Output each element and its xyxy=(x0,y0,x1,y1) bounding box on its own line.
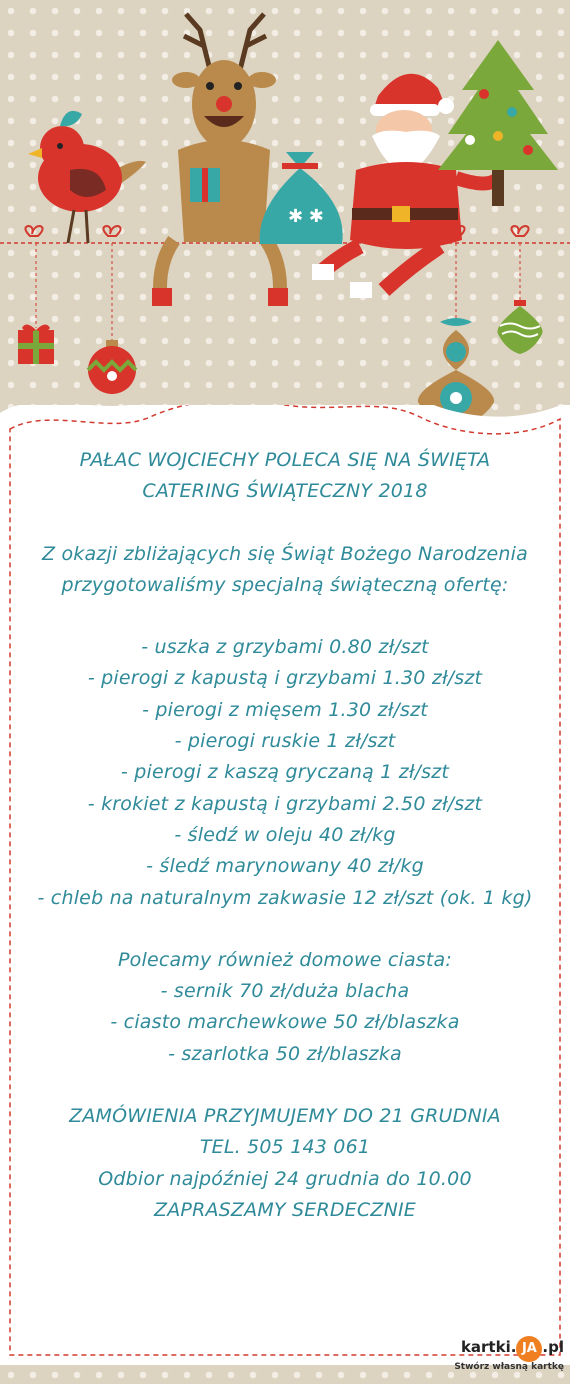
message-text xyxy=(0,445,570,1226)
offer-item: - pierogi z kapustą i grzybami 1.30 zł/szt xyxy=(87,667,483,690)
offer-item: - chleb na naturalnym zakwasie 12 zł/szt (ok. 1 kg) xyxy=(37,886,533,909)
closing-line: Odbior najpóźniej 24 grudnia do 10.00 xyxy=(98,1167,472,1190)
site-logo[interactable] xyxy=(454,1336,564,1372)
offer-item: - uszka z grzybami 0.80 zł/szt xyxy=(141,636,429,659)
offer-item: - pierogi z mięsem 1.30 zł/szt xyxy=(142,698,428,721)
gift-ornament-icon xyxy=(18,324,54,364)
logo-tagline: Stwórz własną kartkę xyxy=(454,1362,564,1372)
closing-line: ZAPRASZAMY SERDECZNIE xyxy=(154,1198,416,1221)
offer-item: - pierogi z kaszą gryczaną 1 zł/szt xyxy=(120,761,450,784)
offer-item: - śledź marynowany 40 zł/kg xyxy=(146,855,424,878)
closing-line: ZAMÓWIENIA PRZYJMUJEMY DO 21 GRUDNIA xyxy=(69,1105,501,1128)
message-card xyxy=(0,405,570,1365)
logo-tld: .pl xyxy=(542,1338,564,1356)
closing-line: TEL. 505 143 061 xyxy=(199,1136,371,1159)
bauble-icon xyxy=(88,340,136,394)
offer-item: - śledź w oleju 40 zł/kg xyxy=(174,823,396,846)
reindeer-icon xyxy=(152,14,288,306)
christmas-scene xyxy=(0,0,570,420)
cake-item: - ciasto marchewkowe 50 zł/blaszka xyxy=(110,1011,460,1034)
cakes-heading: Polecamy również domowe ciasta: xyxy=(118,948,452,971)
ornament-icon xyxy=(497,300,542,354)
intro-line: Z okazji zbliżających się Świąt Bożego Narodzenia xyxy=(42,542,528,565)
offer-item: - pierogi ruskie 1 zł/szt xyxy=(174,730,396,753)
offer-item: - krokiet z kapustą i grzybami 2.50 zł/szt xyxy=(87,792,483,815)
cake-item: - szarlotka 50 zł/blaszka xyxy=(168,1042,402,1065)
logo-site: kartki. xyxy=(460,1338,517,1356)
cake-item: - sernik 70 zł/duża blacha xyxy=(160,980,410,1003)
title-line: CATERING ŚWIĄTECZNY 2018 xyxy=(142,480,428,503)
svg-text:✱ ✱: ✱ ✱ xyxy=(288,206,324,227)
logo-badge: JA xyxy=(516,1336,542,1362)
bird-icon xyxy=(28,111,146,243)
intro-line: przygotowaliśmy specjalną świąteczną ofertę: xyxy=(61,573,509,596)
title-line: PAŁAC WOJCIECHY POLECA SIĘ NA ŚWIĘTA xyxy=(79,449,491,471)
gift-sack-icon xyxy=(260,152,343,244)
